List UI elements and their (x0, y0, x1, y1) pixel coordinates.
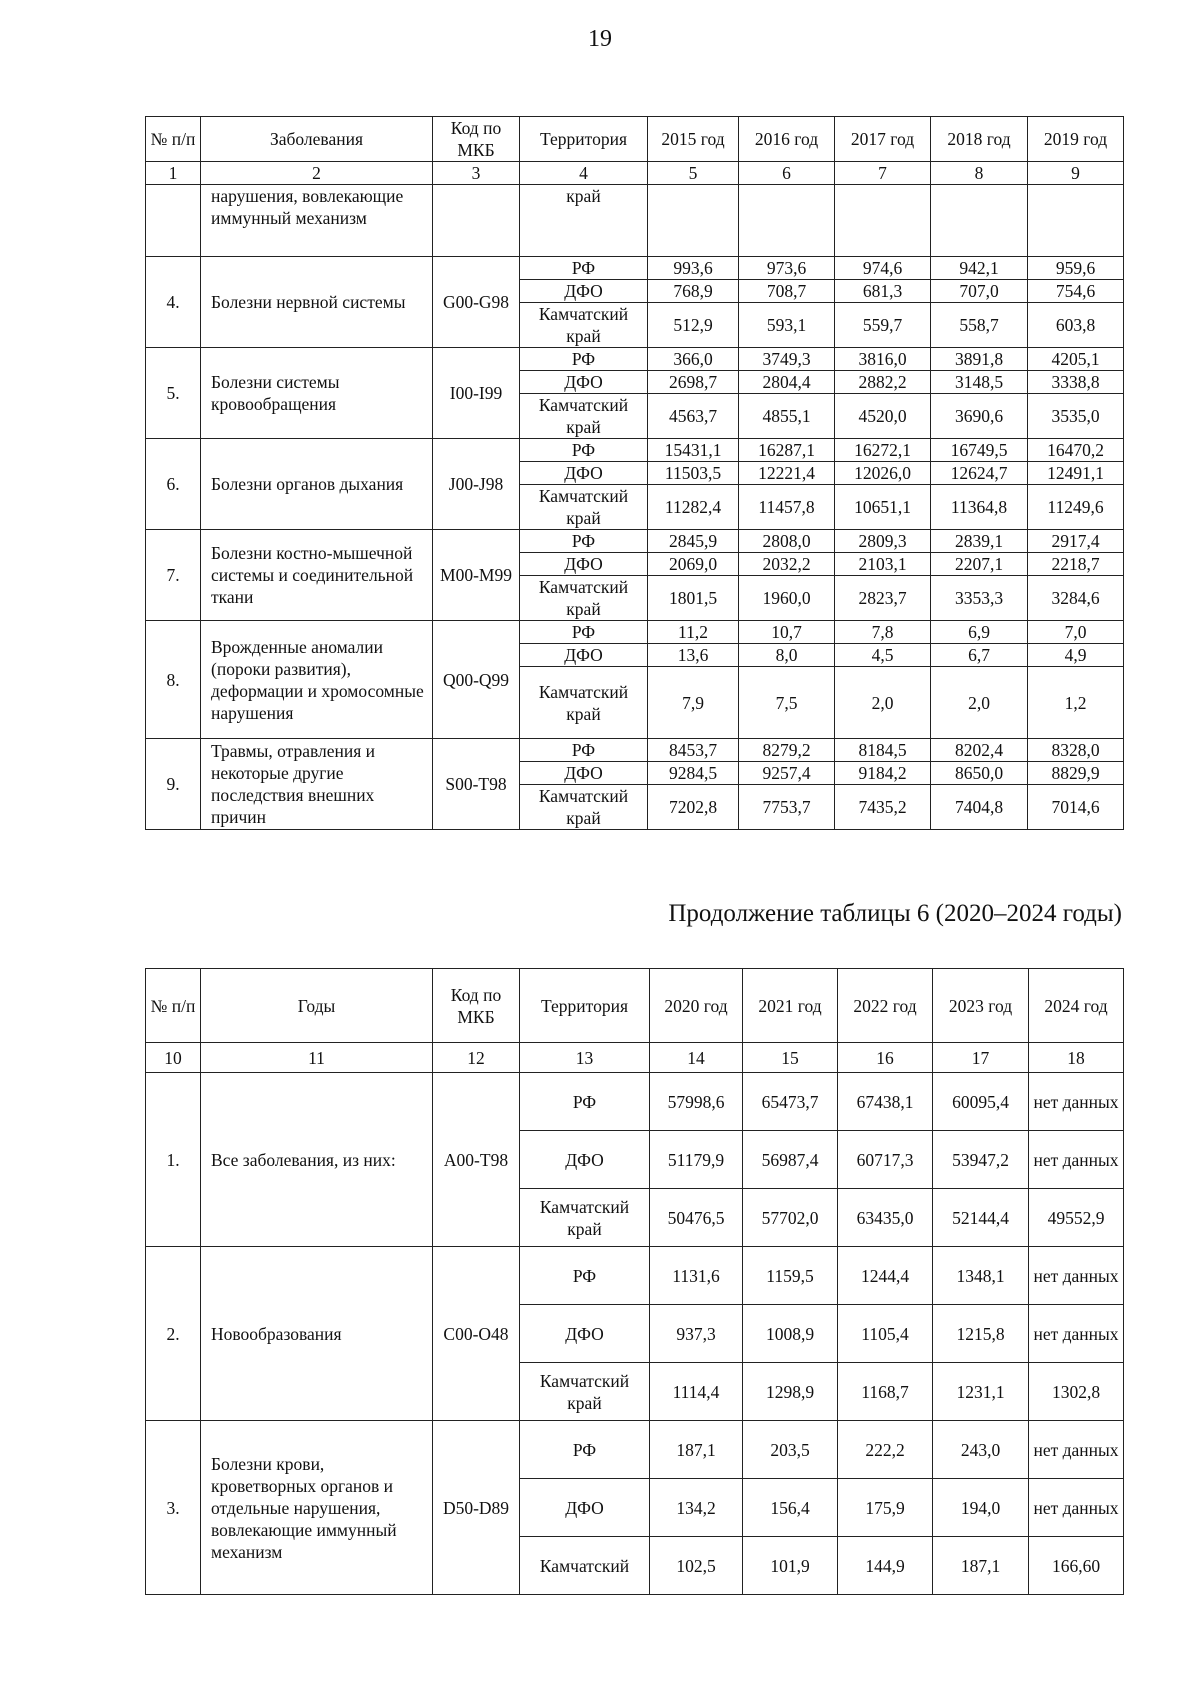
column-header: Территория (520, 969, 650, 1043)
value-cell: 3535,0 (1028, 394, 1124, 439)
territory: ДФО (520, 644, 648, 667)
territory: РФ (520, 348, 648, 371)
column-header: № п/п (146, 969, 201, 1043)
territory: ДФО (520, 280, 648, 303)
table-row (146, 530, 1124, 553)
territory: Камчатский (520, 1537, 650, 1595)
header-row (146, 969, 1124, 1043)
icd-code: D50-D89 (433, 1421, 520, 1595)
column-number: 3 (433, 162, 520, 185)
territory: Камчатский край (520, 1363, 650, 1421)
value-cell: 7753,7 (739, 785, 835, 830)
value-cell: 8650,0 (931, 762, 1028, 785)
value-cell: 243,0 (933, 1421, 1029, 1479)
territory: Камчатский край (520, 485, 648, 530)
value-cell: 50476,5 (650, 1189, 743, 1247)
row-number: 7. (146, 530, 201, 621)
value-cell: 2069,0 (648, 553, 739, 576)
column-header: 2019 год (1028, 117, 1124, 162)
value-cell: 12026,0 (835, 462, 931, 485)
column-header: 2024 год (1029, 969, 1124, 1043)
value-cell: 16287,1 (739, 439, 835, 462)
value-cell: 707,0 (931, 280, 1028, 303)
value-cell: 9257,4 (739, 762, 835, 785)
value-cell: 11282,4 (648, 485, 739, 530)
value-cell: 7435,2 (835, 785, 931, 830)
value-cell: 1801,5 (648, 576, 739, 621)
column-number: 4 (520, 162, 648, 185)
value-cell: 187,1 (933, 1537, 1029, 1595)
value-cell: 7202,8 (648, 785, 739, 830)
value-cell: 512,9 (648, 303, 739, 348)
value-cell: 12624,7 (931, 462, 1028, 485)
value-cell: 10651,1 (835, 485, 931, 530)
column-header: Код по МКБ (433, 969, 520, 1043)
value-cell: 102,5 (650, 1537, 743, 1595)
territory: ДФО (520, 762, 648, 785)
column-number: 9 (1028, 162, 1124, 185)
icd-code: G00-G98 (433, 257, 520, 348)
value-cell: 12221,4 (739, 462, 835, 485)
value-cell: 1168,7 (838, 1363, 933, 1421)
value-cell: 2218,7 (1028, 553, 1124, 576)
value-cell (648, 185, 739, 257)
table-row (146, 257, 1124, 280)
column-number-row (146, 1043, 1124, 1073)
value-cell (931, 185, 1028, 257)
column-number: 18 (1029, 1043, 1124, 1073)
value-cell: 6,9 (931, 621, 1028, 644)
value-cell: 11249,6 (1028, 485, 1124, 530)
value-cell: 65473,7 (743, 1073, 838, 1131)
icd-code: C00-O48 (433, 1247, 520, 1421)
value-cell: 4,9 (1028, 644, 1124, 667)
table-row (146, 621, 1124, 644)
row-number: 2. (146, 1247, 201, 1421)
value-cell: 7,0 (1028, 621, 1124, 644)
column-header: Код по МКБ (433, 117, 520, 162)
value-cell: 681,3 (835, 280, 931, 303)
territory: РФ (520, 530, 648, 553)
value-cell: 2032,2 (739, 553, 835, 576)
column-header: 2017 год (835, 117, 931, 162)
column-number: 17 (933, 1043, 1029, 1073)
territory: РФ (520, 621, 648, 644)
disease-name: Все заболевания, из них: (201, 1073, 433, 1247)
value-cell: 8,0 (739, 644, 835, 667)
value-cell: 2809,3 (835, 530, 931, 553)
value-cell: 3338,8 (1028, 371, 1124, 394)
value-cell: 942,1 (931, 257, 1028, 280)
value-cell: 15431,1 (648, 439, 739, 462)
territory: ДФО (520, 1305, 650, 1363)
territory: Камчатский край (520, 303, 648, 348)
icd-code: S00-T98 (433, 739, 520, 830)
value-cell: 993,6 (648, 257, 739, 280)
value-cell: 203,5 (743, 1421, 838, 1479)
value-cell: 49552,9 (1029, 1189, 1124, 1247)
column-header: № п/п (146, 117, 201, 162)
territory: ДФО (520, 1131, 650, 1189)
row-number: 5. (146, 348, 201, 439)
disease-name: Болезни системы кровообращения (201, 348, 433, 439)
row-number: 4. (146, 257, 201, 348)
value-cell: 366,0 (648, 348, 739, 371)
territory: Камчатский край (520, 667, 648, 739)
value-cell: 9284,5 (648, 762, 739, 785)
value-cell: 8328,0 (1028, 739, 1124, 762)
territory: край (520, 185, 648, 257)
value-cell: 10,7 (739, 621, 835, 644)
disease-name: Болезни органов дыхания (201, 439, 433, 530)
column-number: 6 (739, 162, 835, 185)
value-cell: 2823,7 (835, 576, 931, 621)
territory: Камчатский край (520, 394, 648, 439)
value-cell: 3816,0 (835, 348, 931, 371)
row-number: 6. (146, 439, 201, 530)
territory: РФ (520, 1247, 650, 1305)
value-cell: 187,1 (650, 1421, 743, 1479)
value-cell: 7,9 (648, 667, 739, 739)
table-row (146, 348, 1124, 371)
column-number: 10 (146, 1043, 201, 1073)
value-cell: 1244,4 (838, 1247, 933, 1305)
value-cell: 11457,8 (739, 485, 835, 530)
value-cell: 973,6 (739, 257, 835, 280)
value-cell: 603,8 (1028, 303, 1124, 348)
column-header: 2021 год (743, 969, 838, 1043)
value-cell: 1131,6 (650, 1247, 743, 1305)
column-number: 11 (201, 1043, 433, 1073)
icd-code: Q00-Q99 (433, 621, 520, 739)
value-cell: 57998,6 (650, 1073, 743, 1131)
territory: ДФО (520, 371, 648, 394)
value-cell: 1114,4 (650, 1363, 743, 1421)
disease-name: Травмы, отравления и некоторые другие последствия внешних причин (201, 739, 433, 830)
column-header: 2018 год (931, 117, 1028, 162)
value-cell: 51179,9 (650, 1131, 743, 1189)
value-cell: 4,5 (835, 644, 931, 667)
value-cell: 3284,6 (1028, 576, 1124, 621)
value-cell: 16749,5 (931, 439, 1028, 462)
column-number: 8 (931, 162, 1028, 185)
value-cell: 7404,8 (931, 785, 1028, 830)
value-cell: 156,4 (743, 1479, 838, 1537)
icd-code: I00-I99 (433, 348, 520, 439)
value-cell: 16272,1 (835, 439, 931, 462)
value-cell: 8202,4 (931, 739, 1028, 762)
column-header: Территория (520, 117, 648, 162)
value-cell: 754,6 (1028, 280, 1124, 303)
disease-name: Болезни нервной системы (201, 257, 433, 348)
value-cell: 1302,8 (1029, 1363, 1124, 1421)
value-cell: 2845,9 (648, 530, 739, 553)
value-cell: 1159,5 (743, 1247, 838, 1305)
table-row (146, 739, 1124, 762)
territory: ДФО (520, 462, 648, 485)
value-cell: нет данных (1029, 1305, 1124, 1363)
value-cell: 768,9 (648, 280, 739, 303)
value-cell: нет данных (1029, 1247, 1124, 1305)
value-cell: 175,9 (838, 1479, 933, 1537)
territory: ДФО (520, 553, 648, 576)
value-cell: 1105,4 (838, 1305, 933, 1363)
value-cell: 4520,0 (835, 394, 931, 439)
value-cell: 67438,1 (838, 1073, 933, 1131)
value-cell (739, 185, 835, 257)
column-header: Заболевания (201, 117, 433, 162)
value-cell: 1008,9 (743, 1305, 838, 1363)
value-cell: 4563,7 (648, 394, 739, 439)
value-cell: 8184,5 (835, 739, 931, 762)
column-header: 2016 год (739, 117, 835, 162)
column-number: 13 (520, 1043, 650, 1073)
value-cell: нет данных (1029, 1131, 1124, 1189)
value-cell (1028, 185, 1124, 257)
value-cell: нет данных (1029, 1479, 1124, 1537)
value-cell: 16470,2 (1028, 439, 1124, 462)
territory: РФ (520, 1073, 650, 1131)
icd-code: A00-T98 (433, 1073, 520, 1247)
value-cell: 937,3 (650, 1305, 743, 1363)
column-number: 14 (650, 1043, 743, 1073)
table-row (146, 1073, 1124, 1131)
value-cell (835, 185, 931, 257)
row-number: 8. (146, 621, 201, 739)
continuation-row (146, 185, 1124, 257)
value-cell: 959,6 (1028, 257, 1124, 280)
header-row (146, 117, 1124, 162)
value-cell: 593,1 (739, 303, 835, 348)
value-cell: 222,2 (838, 1421, 933, 1479)
value-cell: 708,7 (739, 280, 835, 303)
value-cell: 1231,1 (933, 1363, 1029, 1421)
value-cell: 1348,1 (933, 1247, 1029, 1305)
column-number-row (146, 162, 1124, 185)
value-cell: 6,7 (931, 644, 1028, 667)
column-header: 2023 год (933, 969, 1029, 1043)
territory: РФ (520, 1421, 650, 1479)
value-cell: 166,60 (1029, 1537, 1124, 1595)
value-cell: 2,0 (835, 667, 931, 739)
value-cell: 3353,3 (931, 576, 1028, 621)
value-cell: 1298,9 (743, 1363, 838, 1421)
value-cell: 974,6 (835, 257, 931, 280)
column-header: 2015 год (648, 117, 739, 162)
disease-name: Болезни костно-мышечной системы и соединительной ткани (201, 530, 433, 621)
row-number: 9. (146, 739, 201, 830)
column-number: 1 (146, 162, 201, 185)
value-cell: 1,2 (1028, 667, 1124, 739)
territory: Камчатский край (520, 576, 648, 621)
row-number (146, 185, 201, 257)
value-cell: 7,8 (835, 621, 931, 644)
value-cell: 2882,2 (835, 371, 931, 394)
row-number: 1. (146, 1073, 201, 1247)
value-cell: 3749,3 (739, 348, 835, 371)
value-cell: 4205,1 (1028, 348, 1124, 371)
value-cell: 144,9 (838, 1537, 933, 1595)
icd-code: J00-J98 (433, 439, 520, 530)
territory: РФ (520, 257, 648, 280)
column-number: 15 (743, 1043, 838, 1073)
column-number: 16 (838, 1043, 933, 1073)
value-cell: 1960,0 (739, 576, 835, 621)
value-cell: 11364,8 (931, 485, 1028, 530)
territory: Камчатский край (520, 785, 648, 830)
table-body (146, 969, 1124, 1595)
table-caption: Продолжение таблицы 6 (2020–2024 годы) (668, 900, 1122, 927)
column-header: 2022 год (838, 969, 933, 1043)
disease-name: Болезни крови, кроветворных органов и отдельные нарушения, вовлекающие иммунный механизм (201, 1421, 433, 1595)
value-cell: нет данных (1029, 1073, 1124, 1131)
value-cell: 8829,9 (1028, 762, 1124, 785)
row-number: 3. (146, 1421, 201, 1595)
value-cell: 7,5 (739, 667, 835, 739)
table-row (146, 1421, 1124, 1479)
column-number: 5 (648, 162, 739, 185)
value-cell: 56987,4 (743, 1131, 838, 1189)
territory: РФ (520, 739, 648, 762)
value-cell: 60717,3 (838, 1131, 933, 1189)
value-cell: 7014,6 (1028, 785, 1124, 830)
value-cell: 52144,4 (933, 1189, 1029, 1247)
value-cell: 8453,7 (648, 739, 739, 762)
value-cell: 4855,1 (739, 394, 835, 439)
disease-name: нарушения, вовлекающие иммунный механизм (201, 185, 433, 257)
territory: ДФО (520, 1479, 650, 1537)
value-cell: 2839,1 (931, 530, 1028, 553)
value-cell: 101,9 (743, 1537, 838, 1595)
value-cell: 53947,2 (933, 1131, 1029, 1189)
value-cell: 13,6 (648, 644, 739, 667)
morbidity-table-2015-2019 (145, 116, 1124, 830)
value-cell: 9184,2 (835, 762, 931, 785)
table-row (146, 1247, 1124, 1305)
territory: Камчатский край (520, 1189, 650, 1247)
value-cell: 2103,1 (835, 553, 931, 576)
value-cell: 12491,1 (1028, 462, 1124, 485)
icd-code (433, 185, 520, 257)
value-cell: 2,0 (931, 667, 1028, 739)
table-row (146, 439, 1124, 462)
value-cell: 11,2 (648, 621, 739, 644)
value-cell: 2808,0 (739, 530, 835, 553)
column-number: 2 (201, 162, 433, 185)
column-number: 7 (835, 162, 931, 185)
value-cell: 559,7 (835, 303, 931, 348)
page-number: 19 (588, 26, 612, 52)
table-body (146, 117, 1124, 830)
value-cell: 2698,7 (648, 371, 739, 394)
value-cell: 3690,6 (931, 394, 1028, 439)
value-cell: 8279,2 (739, 739, 835, 762)
value-cell: 2917,4 (1028, 530, 1124, 553)
column-number: 12 (433, 1043, 520, 1073)
disease-name: Врожденные аномалии (пороки развития), деформации и хромосомные нарушения (201, 621, 433, 739)
value-cell: 63435,0 (838, 1189, 933, 1247)
value-cell: 11503,5 (648, 462, 739, 485)
value-cell: 2804,4 (739, 371, 835, 394)
value-cell: 57702,0 (743, 1189, 838, 1247)
value-cell: 60095,4 (933, 1073, 1029, 1131)
value-cell: 2207,1 (931, 553, 1028, 576)
value-cell: 194,0 (933, 1479, 1029, 1537)
territory: РФ (520, 439, 648, 462)
disease-name: Новообразования (201, 1247, 433, 1421)
value-cell: 3891,8 (931, 348, 1028, 371)
value-cell: 134,2 (650, 1479, 743, 1537)
value-cell: 3148,5 (931, 371, 1028, 394)
column-header: Годы (201, 969, 433, 1043)
value-cell: 1215,8 (933, 1305, 1029, 1363)
value-cell: нет данных (1029, 1421, 1124, 1479)
column-header: 2020 год (650, 969, 743, 1043)
value-cell: 558,7 (931, 303, 1028, 348)
icd-code: M00-M99 (433, 530, 520, 621)
morbidity-table-2020-2024 (145, 968, 1124, 1595)
